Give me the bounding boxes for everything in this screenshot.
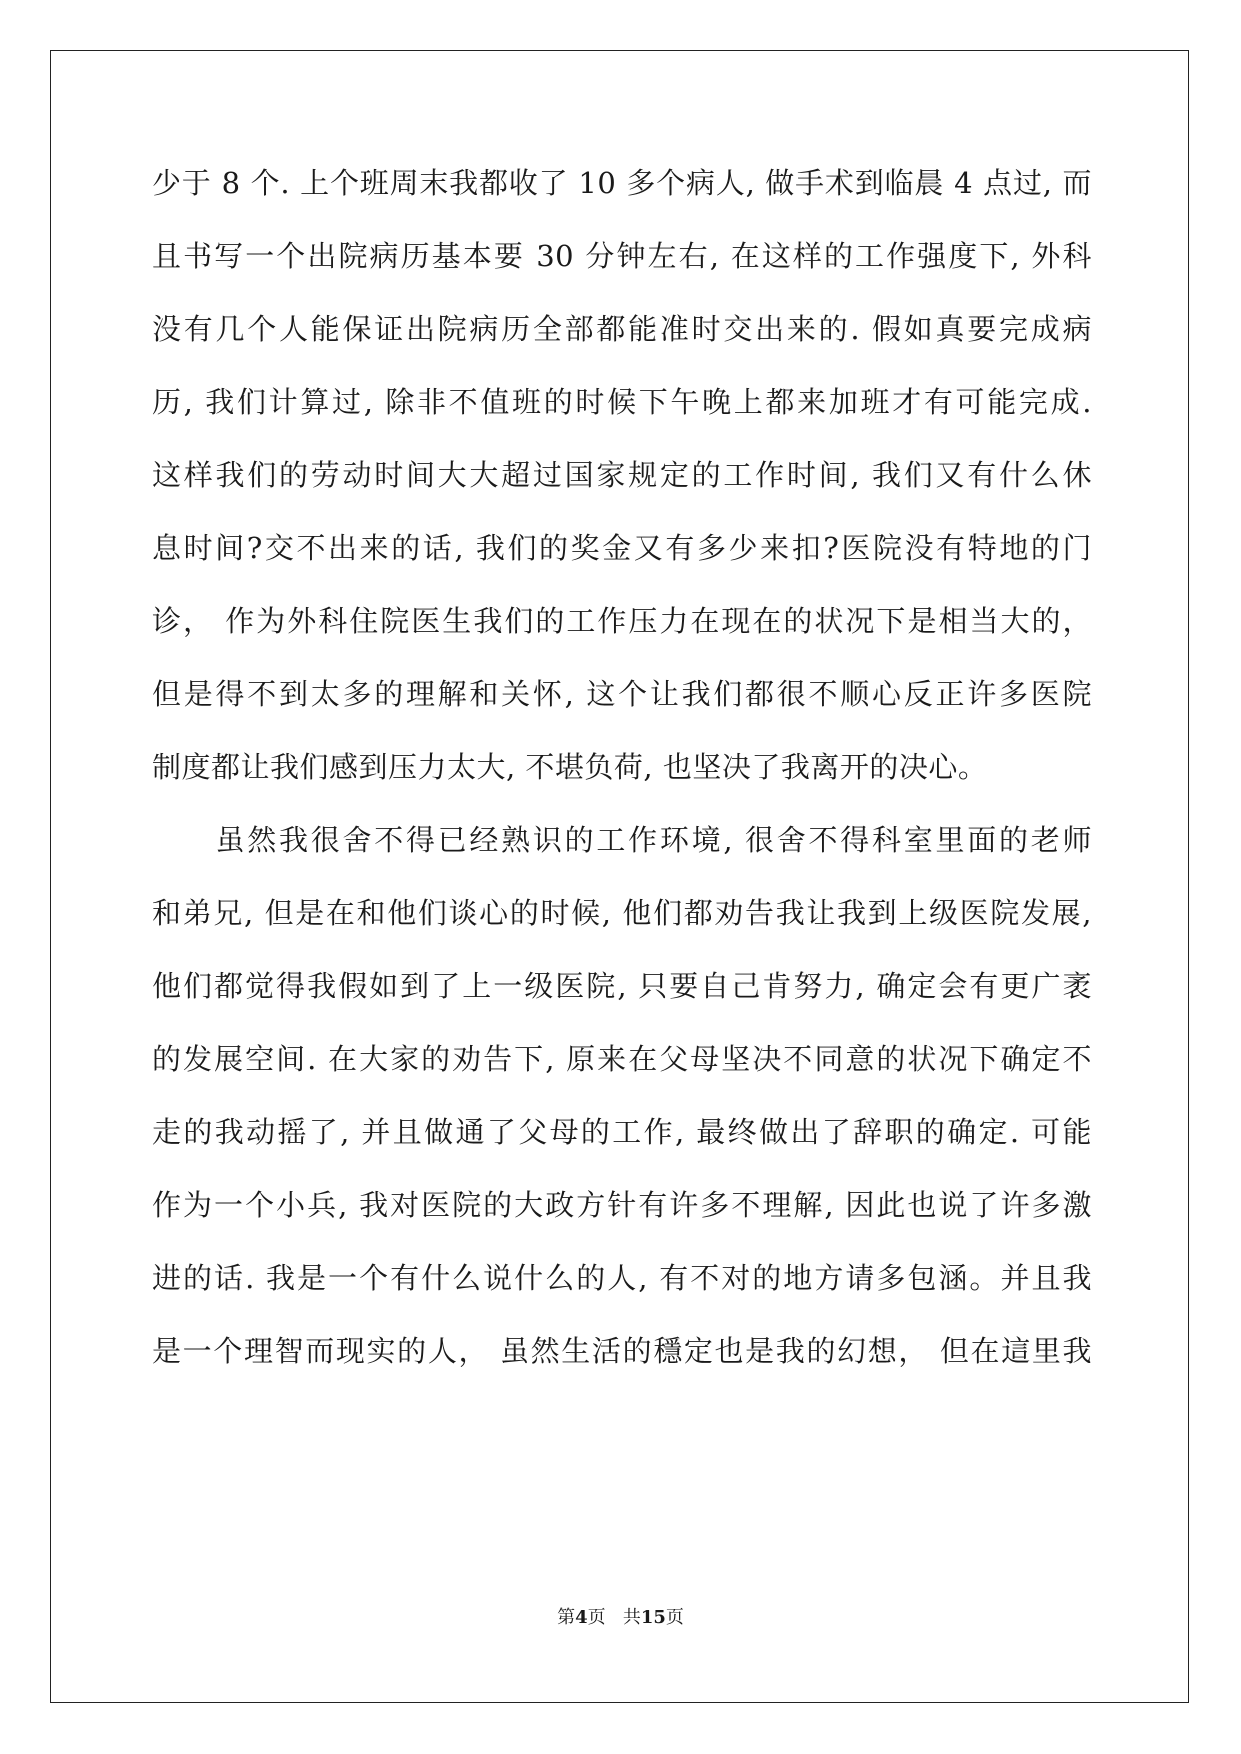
text-line: 和弟兄, 但是在和他们谈心的时候, 他们都劝告我让我到上级医院发展, xyxy=(152,896,1092,930)
text-line: 是一个理智而现实的人， 虽然生活的穩定也是我的幻想， 但在這里我 xyxy=(152,1334,1092,1368)
text-line: 走的我动摇了, 并且做通了父母的工作, 最终做出了辞职的确定. 可能 xyxy=(152,1115,1092,1149)
text-line: 虽然我很舍不得已经熟识的工作环境, 很舍不得科室里面的老师 xyxy=(152,823,1092,857)
text-line: 作为一个小兵, 我对医院的大政方针有许多不理解, 因此也说了许多激 xyxy=(152,1188,1092,1222)
page-border xyxy=(50,50,1189,1703)
text-line: 少于 8 个. 上个班周末我都收了 10 多个病人, 做手术到临晨 4 点过, 而 xyxy=(152,166,1092,200)
total-pages: 15 xyxy=(640,1607,666,1628)
text-line: 且书写一个出院病历基本要 30 分钟左右, 在这样的工作强度下, 外科 xyxy=(152,239,1092,273)
text-line: 制度都让我们感到压力太大, 不堪负荷, 也坚决了我离开的决心。 xyxy=(152,750,988,784)
footer-prefix: 第 xyxy=(557,1607,576,1628)
footer-total-prefix: 共 xyxy=(622,1607,641,1628)
text-line: 但是得不到太多的理解和关怀, 这个让我们都很不顺心反正许多医院 xyxy=(152,677,1092,711)
page-footer xyxy=(0,1603,1241,1629)
footer-total-suffix: 页 xyxy=(665,1607,684,1628)
text-line: 没有几个人能保证出院病历全部都能准时交出来的. 假如真要完成病 xyxy=(152,312,1092,346)
text-line: 他们都觉得我假如到了上一级医院, 只要自己肯努力, 确定会有更广袤 xyxy=(152,969,1092,1003)
text-line: 进的话. 我是一个有什么说什么的人, 有不对的地方请多包涵。并且我 xyxy=(152,1261,1092,1295)
text-line: 历, 我们计算过, 除非不值班的时候下午晚上都来加班才有可能完成. xyxy=(152,385,1092,419)
text-line: 这样我们的劳动时间大大超过国家规定的工作时间, 我们又有什么休 xyxy=(152,458,1092,492)
page-number: 4 xyxy=(575,1607,588,1628)
footer-page-suffix: 页 xyxy=(587,1607,606,1628)
text-line: 的发展空间. 在大家的劝告下, 原来在父母坚决不同意的状况下确定不 xyxy=(152,1042,1092,1076)
text-line: 诊， 作为外科住院医生我们的工作压力在现在的状况下是相当大的， xyxy=(152,604,1092,638)
text-line: 息时间?交不出来的话, 我们的奖金又有多少来扣?医院没有特地的门 xyxy=(152,531,1092,565)
